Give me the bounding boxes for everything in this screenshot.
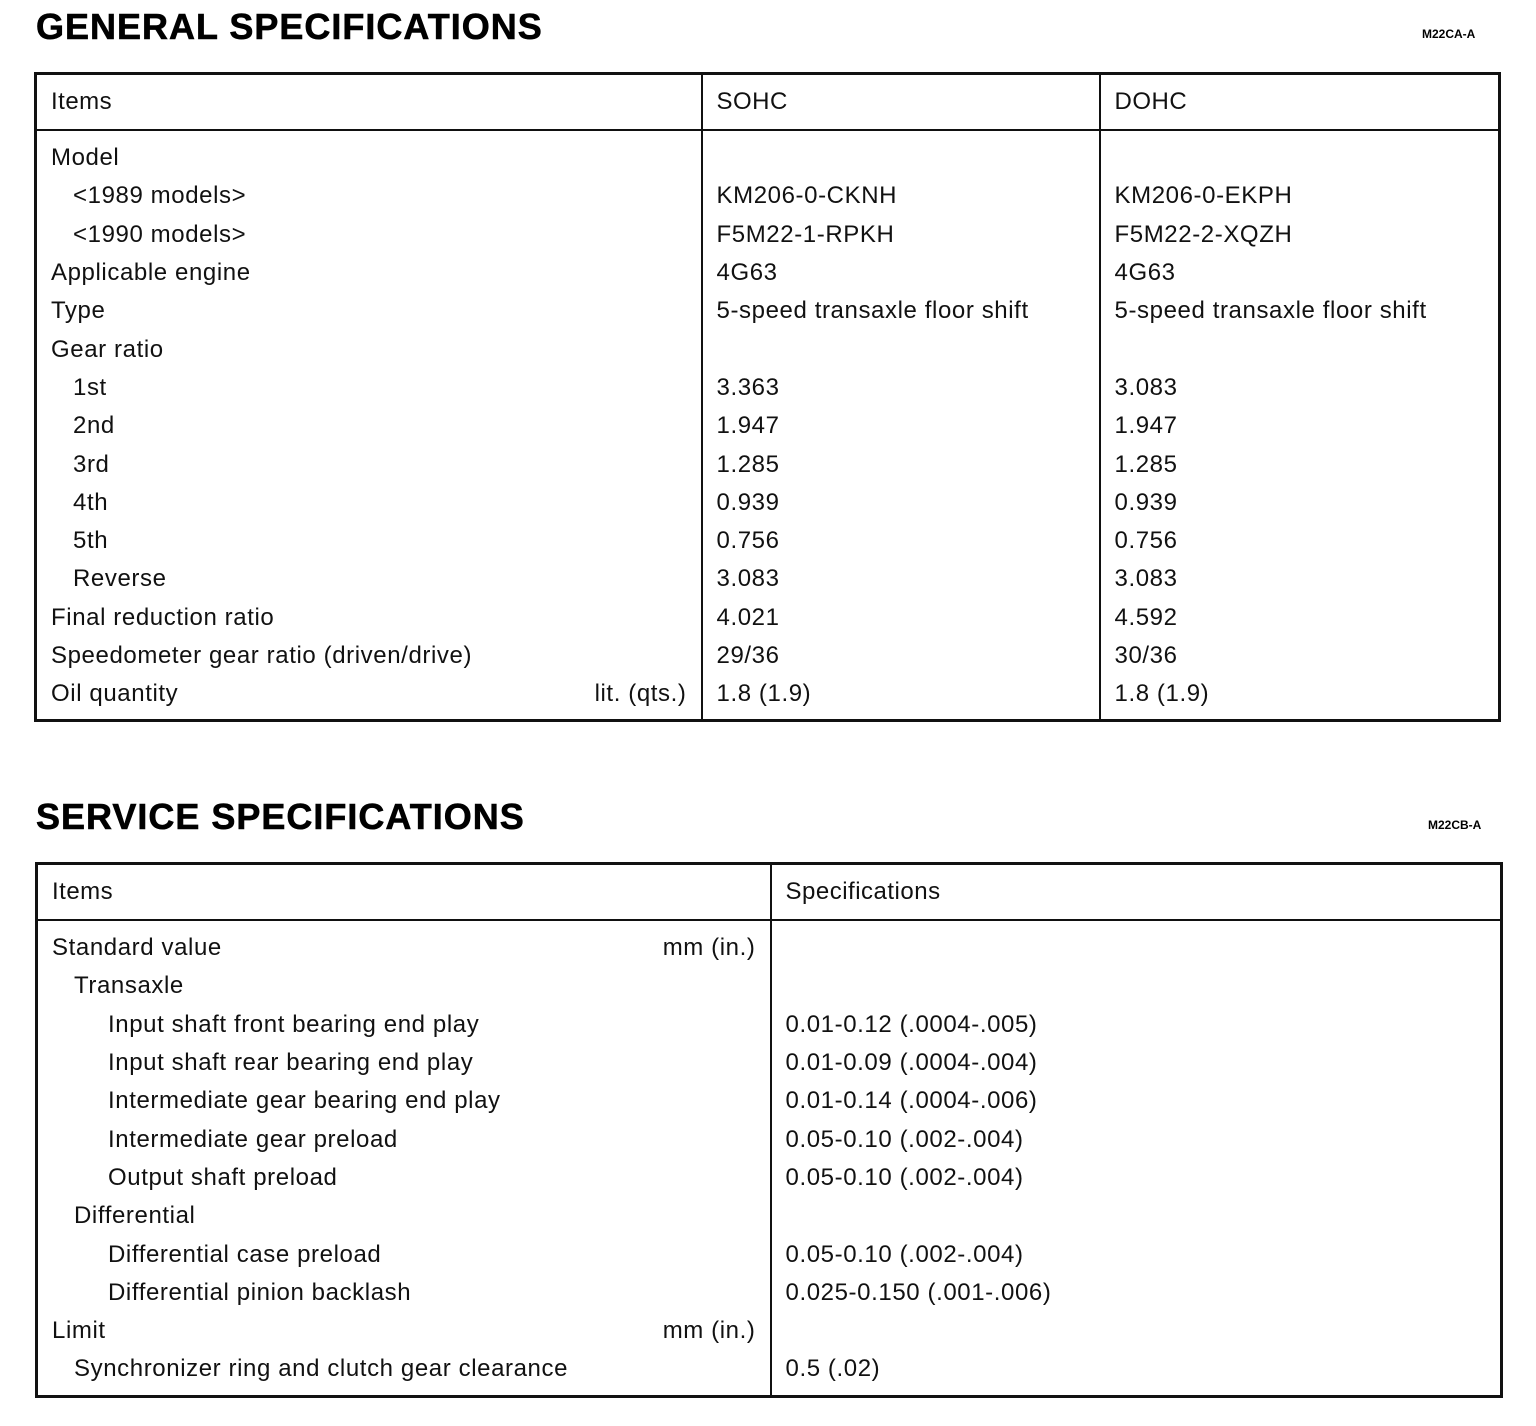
- item-label: 3rd: [73, 450, 110, 478]
- table-row: [37, 967, 1502, 1005]
- item-label: Intermediate gear preload: [108, 1125, 398, 1153]
- table-row: [36, 484, 1500, 522]
- header-dohc: DOHC: [1100, 74, 1500, 131]
- sohc-value: 3.363: [702, 369, 1100, 407]
- dohc-value: KM206-0-EKPH: [1114, 182, 1293, 210]
- item-cell: [36, 130, 702, 177]
- table-row: [36, 254, 1500, 292]
- general-table-body: [36, 130, 1500, 721]
- table-row: [36, 292, 1500, 330]
- item-cell: [36, 177, 702, 215]
- item-cell: [36, 330, 702, 368]
- table-row: [37, 1006, 1502, 1044]
- sohc-value: 3.083: [702, 560, 1100, 598]
- specification-value: [771, 920, 1502, 967]
- dohc-value: 1.285: [1114, 450, 1178, 478]
- specification-value: [771, 1197, 1502, 1235]
- table-row: [36, 369, 1500, 407]
- table-row: [37, 1082, 1502, 1120]
- service-specifications-code: M22CB-A: [1428, 818, 1482, 832]
- dohc-value: 4.592: [1114, 603, 1178, 631]
- table-row: [37, 1197, 1502, 1235]
- item-label: <1989 models>: [73, 182, 247, 210]
- table-row: [37, 1044, 1502, 1082]
- specification-value: 0.05-0.10 (.002-.004): [785, 1125, 1024, 1153]
- sohc-value: F5M22-1-RPKH: [702, 216, 1100, 254]
- service-specifications-table: [35, 862, 1503, 1398]
- item-label: Standard value: [52, 934, 222, 962]
- specification-value: 0.05-0.10 (.002-.004): [785, 1163, 1024, 1191]
- item-cell: [37, 920, 771, 967]
- header-specifications: Specifications: [771, 864, 1502, 921]
- item-cell: [37, 1274, 771, 1312]
- item-unit: mm (in.): [662, 1317, 756, 1345]
- dohc-value: [1100, 130, 1500, 177]
- sohc-value: 4G63: [702, 254, 1100, 292]
- item-label: Type: [51, 297, 106, 325]
- item-cell: [37, 1312, 771, 1350]
- item-label: Input shaft front bearing end play: [108, 1010, 480, 1038]
- item-cell: [37, 1006, 771, 1044]
- table-row: [36, 177, 1500, 215]
- table-row: [37, 1235, 1502, 1273]
- dohc-value: 4G63: [1114, 259, 1176, 287]
- dohc-value: 1.947: [1114, 412, 1178, 440]
- item-label: Gear ratio: [51, 335, 164, 363]
- dohc-value: 5-speed transaxle floor shift: [1114, 297, 1427, 325]
- item-cell: [36, 292, 702, 330]
- table-row: [36, 560, 1500, 598]
- item-cell: [36, 369, 702, 407]
- table-row: [36, 445, 1500, 483]
- item-cell: [37, 967, 771, 1005]
- item-label: Model: [51, 144, 120, 172]
- item-cell: [36, 675, 702, 721]
- item-cell: [36, 637, 702, 675]
- specification-value: 0.01-0.12 (.0004-.005): [785, 1010, 1038, 1038]
- table-row: [36, 675, 1500, 721]
- sohc-value: KM206-0-CKNH: [702, 177, 1100, 215]
- table-row: [37, 920, 1502, 967]
- dohc-value: 3.083: [1114, 565, 1178, 593]
- table-row: [37, 1159, 1502, 1197]
- sohc-value: 1.285: [702, 445, 1100, 483]
- item-label: Final reduction ratio: [51, 603, 275, 631]
- header-items: Items: [36, 74, 702, 131]
- sohc-value: [702, 130, 1100, 177]
- dohc-value: F5M22-2-XQZH: [1114, 220, 1293, 248]
- item-label: <1990 models>: [73, 220, 247, 248]
- item-label: Synchronizer ring and clutch gear clearance: [74, 1355, 569, 1383]
- table-row: [36, 130, 1500, 177]
- item-label: Transaxle: [74, 972, 184, 1000]
- item-cell: [37, 1235, 771, 1273]
- item-label: Differential case preload: [108, 1240, 382, 1268]
- item-label: Limit: [52, 1317, 106, 1345]
- dohc-value: 0.939: [1114, 488, 1178, 516]
- specification-value: 0.01-0.09 (.0004-.004): [785, 1049, 1038, 1077]
- item-label: 5th: [73, 527, 109, 555]
- table-row: [36, 522, 1500, 560]
- general-specifications-title: GENERAL SPECIFICATIONS: [36, 6, 543, 47]
- dohc-value: 1.8 (1.9): [1114, 680, 1210, 708]
- item-cell: [37, 1120, 771, 1158]
- specification-value: 0.5 (.02): [785, 1355, 881, 1383]
- table-row: [36, 407, 1500, 445]
- item-label: Reverse: [73, 565, 167, 593]
- item-unit: mm (in.): [662, 934, 756, 962]
- sohc-value: 1.8 (1.9): [702, 675, 1100, 721]
- item-label: Applicable engine: [51, 259, 251, 287]
- table-header-row: [36, 74, 1500, 131]
- table-row: [37, 1120, 1502, 1158]
- service-specifications-title: SERVICE SPECIFICATIONS: [36, 796, 525, 837]
- item-cell: [37, 1350, 771, 1396]
- general-specifications-code: M22CA-A: [1422, 27, 1476, 41]
- dohc-value: [1100, 330, 1500, 368]
- specification-value: [771, 967, 1502, 1005]
- item-cell: [36, 216, 702, 254]
- sohc-value: 4.021: [702, 599, 1100, 637]
- specification-value: 0.01-0.14 (.0004-.006): [785, 1087, 1038, 1115]
- item-label: Output shaft preload: [108, 1163, 338, 1191]
- item-cell: [37, 1044, 771, 1082]
- item-label: 4th: [73, 488, 109, 516]
- table-row: [37, 1350, 1502, 1396]
- item-label: Oil quantity: [51, 680, 179, 708]
- sohc-value: 1.947: [702, 407, 1100, 445]
- item-cell: [36, 254, 702, 292]
- table-header-row: [37, 864, 1502, 921]
- item-label: Input shaft rear bearing end play: [108, 1049, 474, 1077]
- item-label: Speedometer gear ratio (driven/drive): [51, 642, 473, 669]
- item-cell: [36, 445, 702, 483]
- item-cell: [36, 522, 702, 560]
- item-cell: [37, 1159, 771, 1197]
- item-cell: [36, 484, 702, 522]
- item-label: Differential: [74, 1202, 196, 1230]
- dohc-value: 30/36: [1114, 642, 1178, 669]
- sohc-value: 29/36: [702, 637, 1100, 675]
- item-label: Differential pinion backlash: [108, 1278, 412, 1306]
- specification-value: 0.05-0.10 (.002-.004): [785, 1240, 1024, 1268]
- item-label: 2nd: [73, 412, 115, 440]
- table-row: [37, 1312, 1502, 1350]
- item-cell: [36, 599, 702, 637]
- sohc-value: [702, 330, 1100, 368]
- header-items: Items: [37, 864, 771, 921]
- dohc-value: 3.083: [1114, 373, 1178, 401]
- item-cell: [36, 560, 702, 598]
- table-row: [36, 330, 1500, 368]
- item-cell: [37, 1082, 771, 1120]
- table-row: [37, 1274, 1502, 1312]
- sohc-value: 5-speed transaxle floor shift: [702, 292, 1100, 330]
- item-unit: lit. (qts.): [594, 680, 687, 708]
- general-specifications-table: [34, 72, 1501, 722]
- service-table-body: [37, 920, 1502, 1396]
- sohc-value: 0.939: [702, 484, 1100, 522]
- header-sohc: SOHC: [702, 74, 1100, 131]
- dohc-value: 0.756: [1114, 527, 1178, 555]
- specification-value: 0.025-0.150 (.001-.006): [785, 1278, 1052, 1306]
- specification-value: [771, 1312, 1502, 1350]
- sohc-value: 0.756: [702, 522, 1100, 560]
- table-row: [36, 599, 1500, 637]
- item-cell: [37, 1197, 771, 1235]
- table-row: [36, 637, 1500, 675]
- item-cell: [36, 407, 702, 445]
- item-label: 1st: [73, 373, 107, 401]
- item-label: Intermediate gear bearing end play: [108, 1087, 501, 1115]
- table-row: [36, 216, 1500, 254]
